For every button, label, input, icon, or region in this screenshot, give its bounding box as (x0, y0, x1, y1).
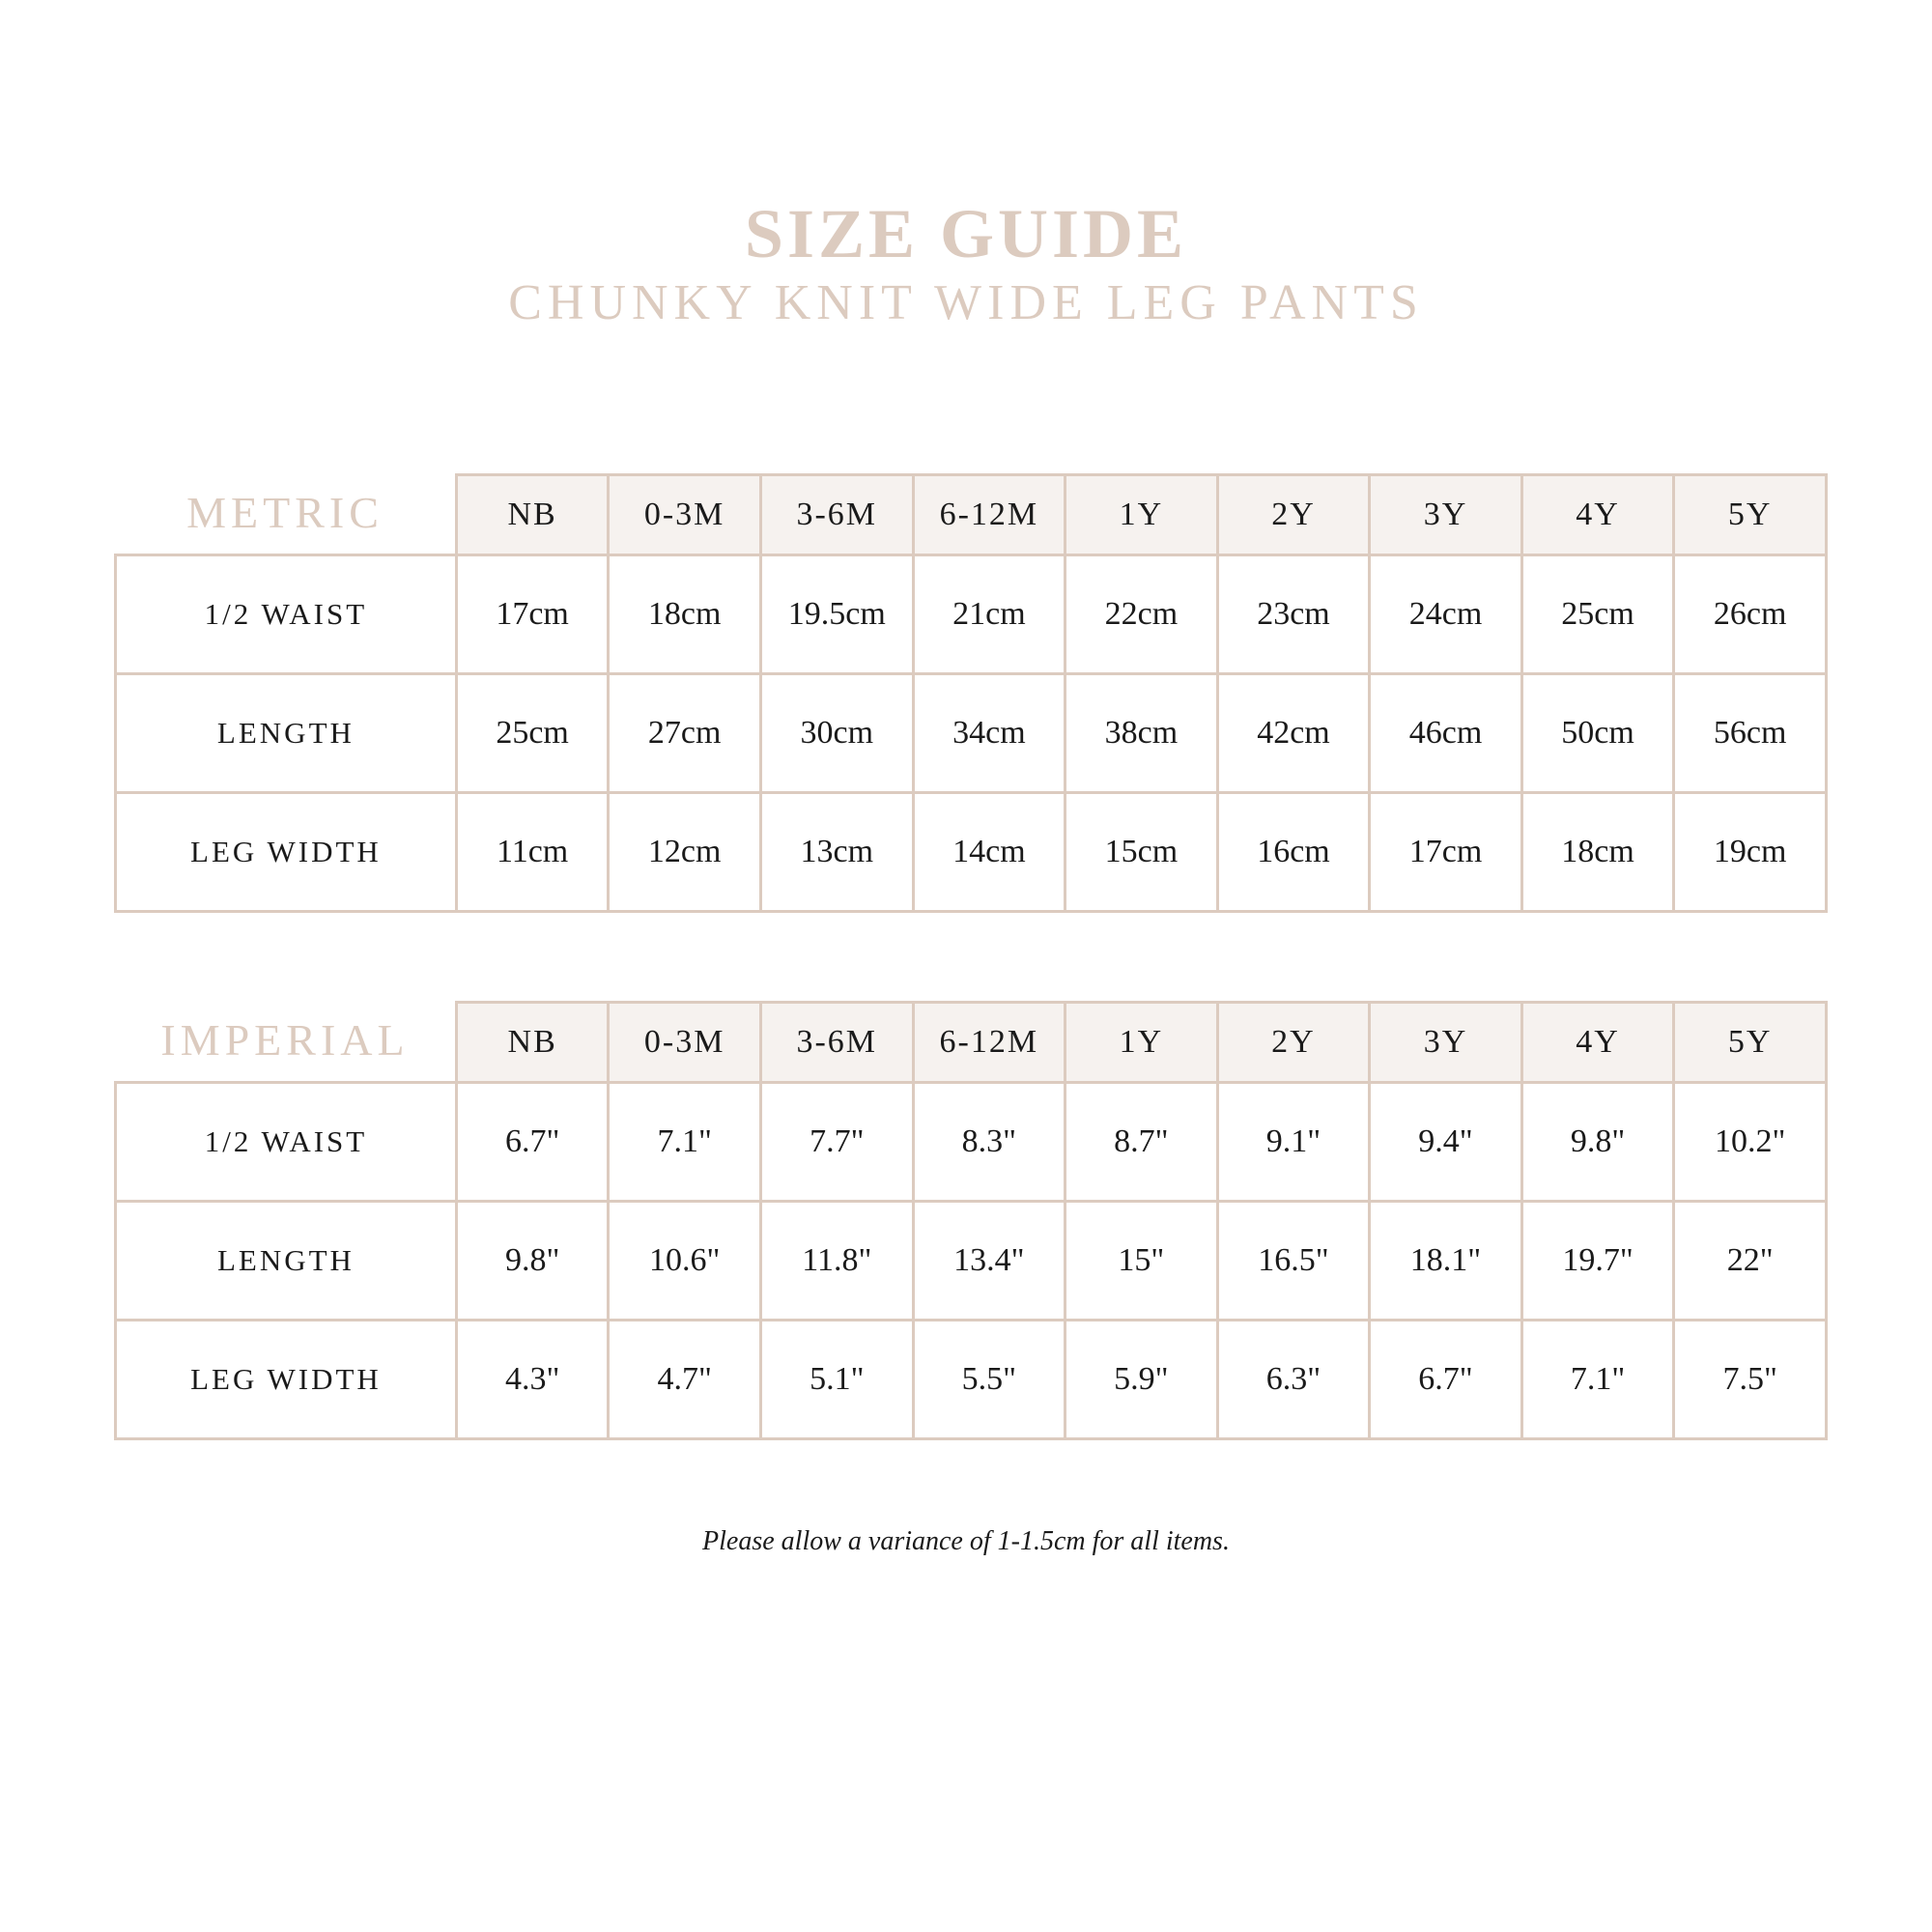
size-header: NB (456, 475, 609, 555)
table-cell: 11cm (456, 793, 609, 912)
table-cell: 4.3" (456, 1321, 608, 1439)
size-header: 2Y (1217, 1003, 1370, 1083)
size-header: 3Y (1370, 475, 1522, 555)
table-cell: 10.6" (609, 1202, 761, 1321)
table-cell: 25cm (456, 674, 609, 793)
table-cell: 15cm (1065, 793, 1218, 912)
table-cell: 5.5" (913, 1321, 1065, 1439)
table-cell: 18cm (609, 555, 761, 674)
size-header: 6-12M (913, 475, 1065, 555)
table-cell: 15" (1065, 1202, 1217, 1321)
table-cell: 27cm (609, 674, 761, 793)
table-row (116, 1083, 1827, 1202)
size-header: 3-6M (760, 1003, 913, 1083)
table-cell: 38cm (1065, 674, 1218, 793)
table-cell: 34cm (913, 674, 1065, 793)
table-cell: 9.1" (1217, 1083, 1370, 1202)
table-cell: 13.4" (913, 1202, 1065, 1321)
table-cell: 21cm (913, 555, 1065, 674)
table-cell: 7.1" (609, 1083, 761, 1202)
table-cell: 18cm (1521, 793, 1674, 912)
size-header: 4Y (1521, 1003, 1674, 1083)
page-title: SIZE GUIDE (744, 195, 1188, 272)
table-cell: 5.1" (760, 1321, 913, 1439)
size-header: 6-12M (913, 1003, 1065, 1083)
size-header: 0-3M (609, 475, 761, 555)
metric-label: METRIC (186, 488, 384, 537)
row-label: LEG WIDTH (116, 793, 457, 912)
size-header: 3Y (1370, 1003, 1522, 1083)
row-label: LENGTH (116, 1202, 457, 1321)
table-cell: 25cm (1521, 555, 1674, 674)
table-cell: 8.7" (1065, 1083, 1217, 1202)
table-row (116, 793, 1827, 912)
table-cell: 26cm (1674, 555, 1827, 674)
table-cell: 16.5" (1217, 1202, 1370, 1321)
row-label: LENGTH (116, 674, 457, 793)
row-label: 1/2 WAIST (116, 1083, 457, 1202)
table-cell: 5.9" (1065, 1321, 1217, 1439)
table-cell: 30cm (760, 674, 913, 793)
table-cell: 8.3" (913, 1083, 1065, 1202)
table-cell: 7.1" (1521, 1321, 1674, 1439)
table-cell: 18.1" (1370, 1202, 1522, 1321)
product-subtitle: CHUNKY KNIT WIDE LEG PANTS (508, 275, 1424, 330)
table-cell: 9.8" (1521, 1083, 1674, 1202)
size-header: 2Y (1217, 475, 1370, 555)
size-header: 3-6M (760, 475, 913, 555)
size-header: 5Y (1674, 1003, 1827, 1083)
table-cell: 42cm (1217, 674, 1370, 793)
table-cell: 56cm (1674, 674, 1827, 793)
size-header: 4Y (1521, 475, 1674, 555)
row-label: 1/2 WAIST (116, 555, 457, 674)
table-cell: 7.5" (1674, 1321, 1827, 1439)
table-row (116, 1202, 1827, 1321)
size-header: 1Y (1065, 1003, 1217, 1083)
table-row (116, 674, 1827, 793)
imperial-label: IMPERIAL (160, 1015, 410, 1065)
table-cell: 22" (1674, 1202, 1827, 1321)
table-cell: 50cm (1521, 674, 1674, 793)
table-cell: 4.7" (609, 1321, 761, 1439)
size-header: NB (456, 1003, 608, 1083)
table-cell: 16cm (1217, 793, 1370, 912)
table-cell: 23cm (1217, 555, 1370, 674)
table-cell: 24cm (1370, 555, 1522, 674)
table-cell: 11.8" (760, 1202, 913, 1321)
table-cell: 19cm (1674, 793, 1827, 912)
table-cell: 22cm (1065, 555, 1218, 674)
table-cell: 19.5cm (760, 555, 913, 674)
table-cell: 17cm (456, 555, 609, 674)
table-cell: 13cm (760, 793, 913, 912)
table-cell: 17cm (1370, 793, 1522, 912)
size-header: 5Y (1674, 475, 1827, 555)
table-cell: 19.7" (1521, 1202, 1674, 1321)
table-cell: 10.2" (1674, 1083, 1827, 1202)
table-cell: 14cm (913, 793, 1065, 912)
size-header: 0-3M (609, 1003, 761, 1083)
table-cell: 12cm (609, 793, 761, 912)
table-cell: 6.3" (1217, 1321, 1370, 1439)
table-row (116, 555, 1827, 674)
table-cell: 6.7" (1370, 1321, 1522, 1439)
table-cell: 7.7" (760, 1083, 913, 1202)
table-cell: 46cm (1370, 674, 1522, 793)
size-header: 1Y (1065, 475, 1218, 555)
variance-note: Please allow a variance of 1-1.5cm for all items. (702, 1526, 1230, 1556)
row-label: LEG WIDTH (116, 1321, 457, 1439)
table-row (116, 1321, 1827, 1439)
table-cell: 6.7" (456, 1083, 608, 1202)
table-cell: 9.8" (456, 1202, 608, 1321)
table-cell: 9.4" (1370, 1083, 1522, 1202)
